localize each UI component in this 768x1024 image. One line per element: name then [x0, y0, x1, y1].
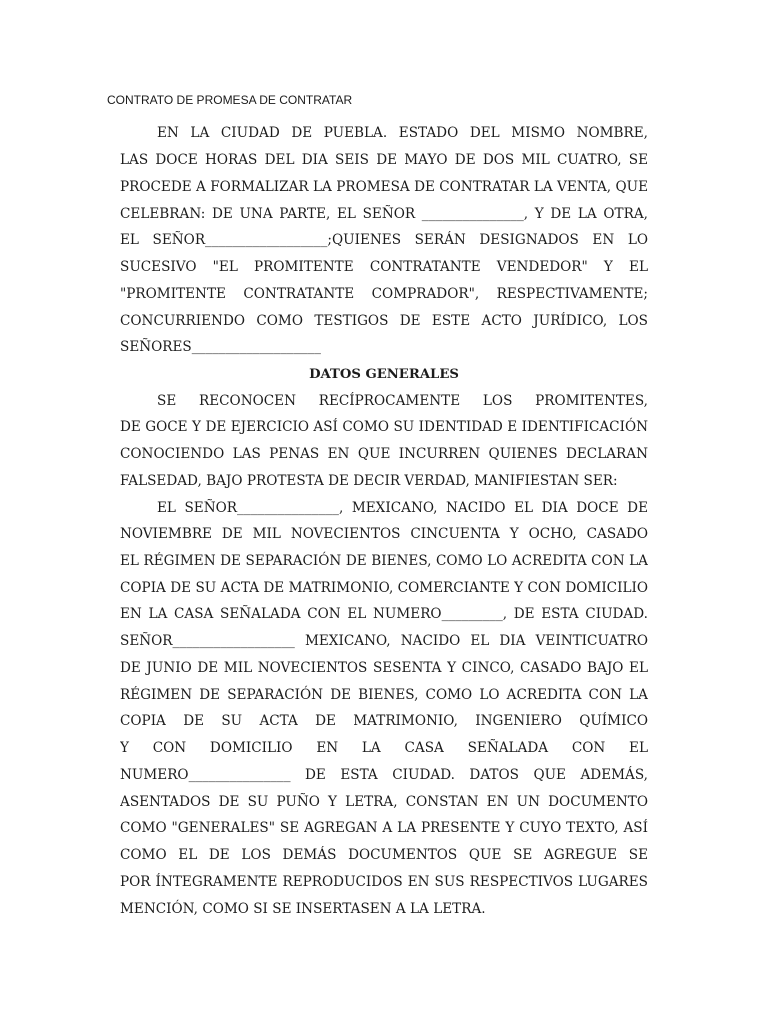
paragraph-3-line: EN LA CASA SEÑALADA CON EL NUMERO_________, DE ESTA CIUDAD.	[120, 606, 648, 622]
paragraph-3-line: POR ÍNTEGRAMENTE REPRODUCIDOS EN SUS RESPECTIVOS LUGARES	[120, 874, 648, 890]
paragraph-1-line: SUCESIVO "EL PROMITENTE CONTRATANTE VENDEDOR" Y EL	[120, 259, 648, 275]
paragraph-2-line: CONOCIENDO LAS PENAS EN QUE INCURREN QUIENES DECLARAN	[120, 446, 648, 462]
paragraph-3-line: DE JUNIO DE MIL NOVECIENTOS SESENTA Y CINCO, CASADO BAJO EL	[120, 660, 648, 676]
paragraph-3-line: COPIA DE SU ACTA DE MATRIMONIO, INGENIERO QUÍMICO	[120, 713, 648, 729]
paragraph-1-line: SEÑORES___________________	[120, 339, 321, 355]
paragraph-3-line: COMO EL DE LOS DEMÁS DOCUMENTOS QUE SE AGREGUE SE	[120, 847, 648, 863]
paragraph-1-line: CELEBRAN: DE UNA PARTE, EL SEÑOR _______________, Y DE LA OTRA,	[120, 206, 648, 222]
paragraph-1-line: CONCURRIENDO COMO TESTIGOS DE ESTE ACTO JURÍDICO, LOS	[120, 313, 648, 329]
paragraph-1-line: EL SEÑOR__________________;QUIENES SERÁN DESIGNADOS EN LO	[120, 232, 648, 248]
paragraph-1-line: PROCEDE A FORMALIZAR LA PROMESA DE CONTRATAR LA VENTA, QUE	[120, 179, 648, 195]
paragraph-3-line: NUMERO_______________ DE ESTA CIUDAD. DATOS QUE ADEMÁS,	[120, 767, 648, 783]
paragraph-3-line: COPIA DE SU ACTA DE MATRIMONIO, COMERCIANTE Y CON DOMICILIO	[120, 580, 648, 596]
paragraph-2-line: SE RECONOCEN RECÍPROCAMENTE LOS PROMITENTES,	[157, 393, 648, 409]
paragraph-3-line: NOVIEMBRE DE MIL NOVECIENTOS CINCUENTA Y OCHO, CASADO	[120, 526, 648, 542]
paragraph-3-line: ASENTADOS DE SU PUÑO Y LETRA, CONSTAN EN UN DOCUMENTO	[120, 794, 648, 810]
section-heading: DATOS GENERALES	[309, 367, 459, 382]
paragraph-3-line: SEÑOR__________________ MEXICANO, NACIDO EL DIA VEINTICUATRO	[120, 633, 648, 649]
paragraph-2-line: FALSEDAD, BAJO PROTESTA DE DECIR VERDAD, MANIFIESTAN SER:	[120, 473, 618, 489]
paragraph-1-line: "PROMITENTE CONTRATANTE COMPRADOR", RESPECTIVAMENTE;	[120, 286, 648, 302]
paragraph-1-line: EN LA CIUDAD DE PUEBLA. ESTADO DEL MISMO NOMBRE,	[157, 125, 648, 141]
paragraph-3-line: EL SEÑOR_______________, MEXICANO, NACIDO EL DIA DOCE DE	[157, 500, 648, 516]
paragraph-3-line: EL RÉGIMEN DE SEPARACIÓN DE BIENES, COMO LO ACREDITA CON LA	[120, 553, 648, 569]
paragraph-3-line: MENCIÓN, COMO SI SE INSERTASEN A LA LETRA.	[120, 901, 486, 917]
paragraph-3-line: COMO "GENERALES" SE AGREGAN A LA PRESENTE Y CUYO TEXTO, ASÍ	[120, 820, 648, 836]
paragraph-3-line: Y CON DOMICILIO EN LA CASA SEÑALADA CON EL	[120, 740, 648, 756]
paragraph-3-line: RÉGIMEN DE SEPARACIÓN DE BIENES, COMO LO ACREDITA CON LA	[120, 687, 648, 703]
paragraph-2-line: DE GOCE Y DE EJERCICIO ASÍ COMO SU IDENTIDAD E IDENTIFICACIÓN	[120, 419, 648, 435]
document-title: CONTRATO DE PROMESA DE CONTRATAR	[107, 93, 353, 107]
paragraph-1-line: LAS DOCE HORAS DEL DIA SEIS DE MAYO DE DOS MIL CUATRO, SE	[120, 152, 648, 168]
